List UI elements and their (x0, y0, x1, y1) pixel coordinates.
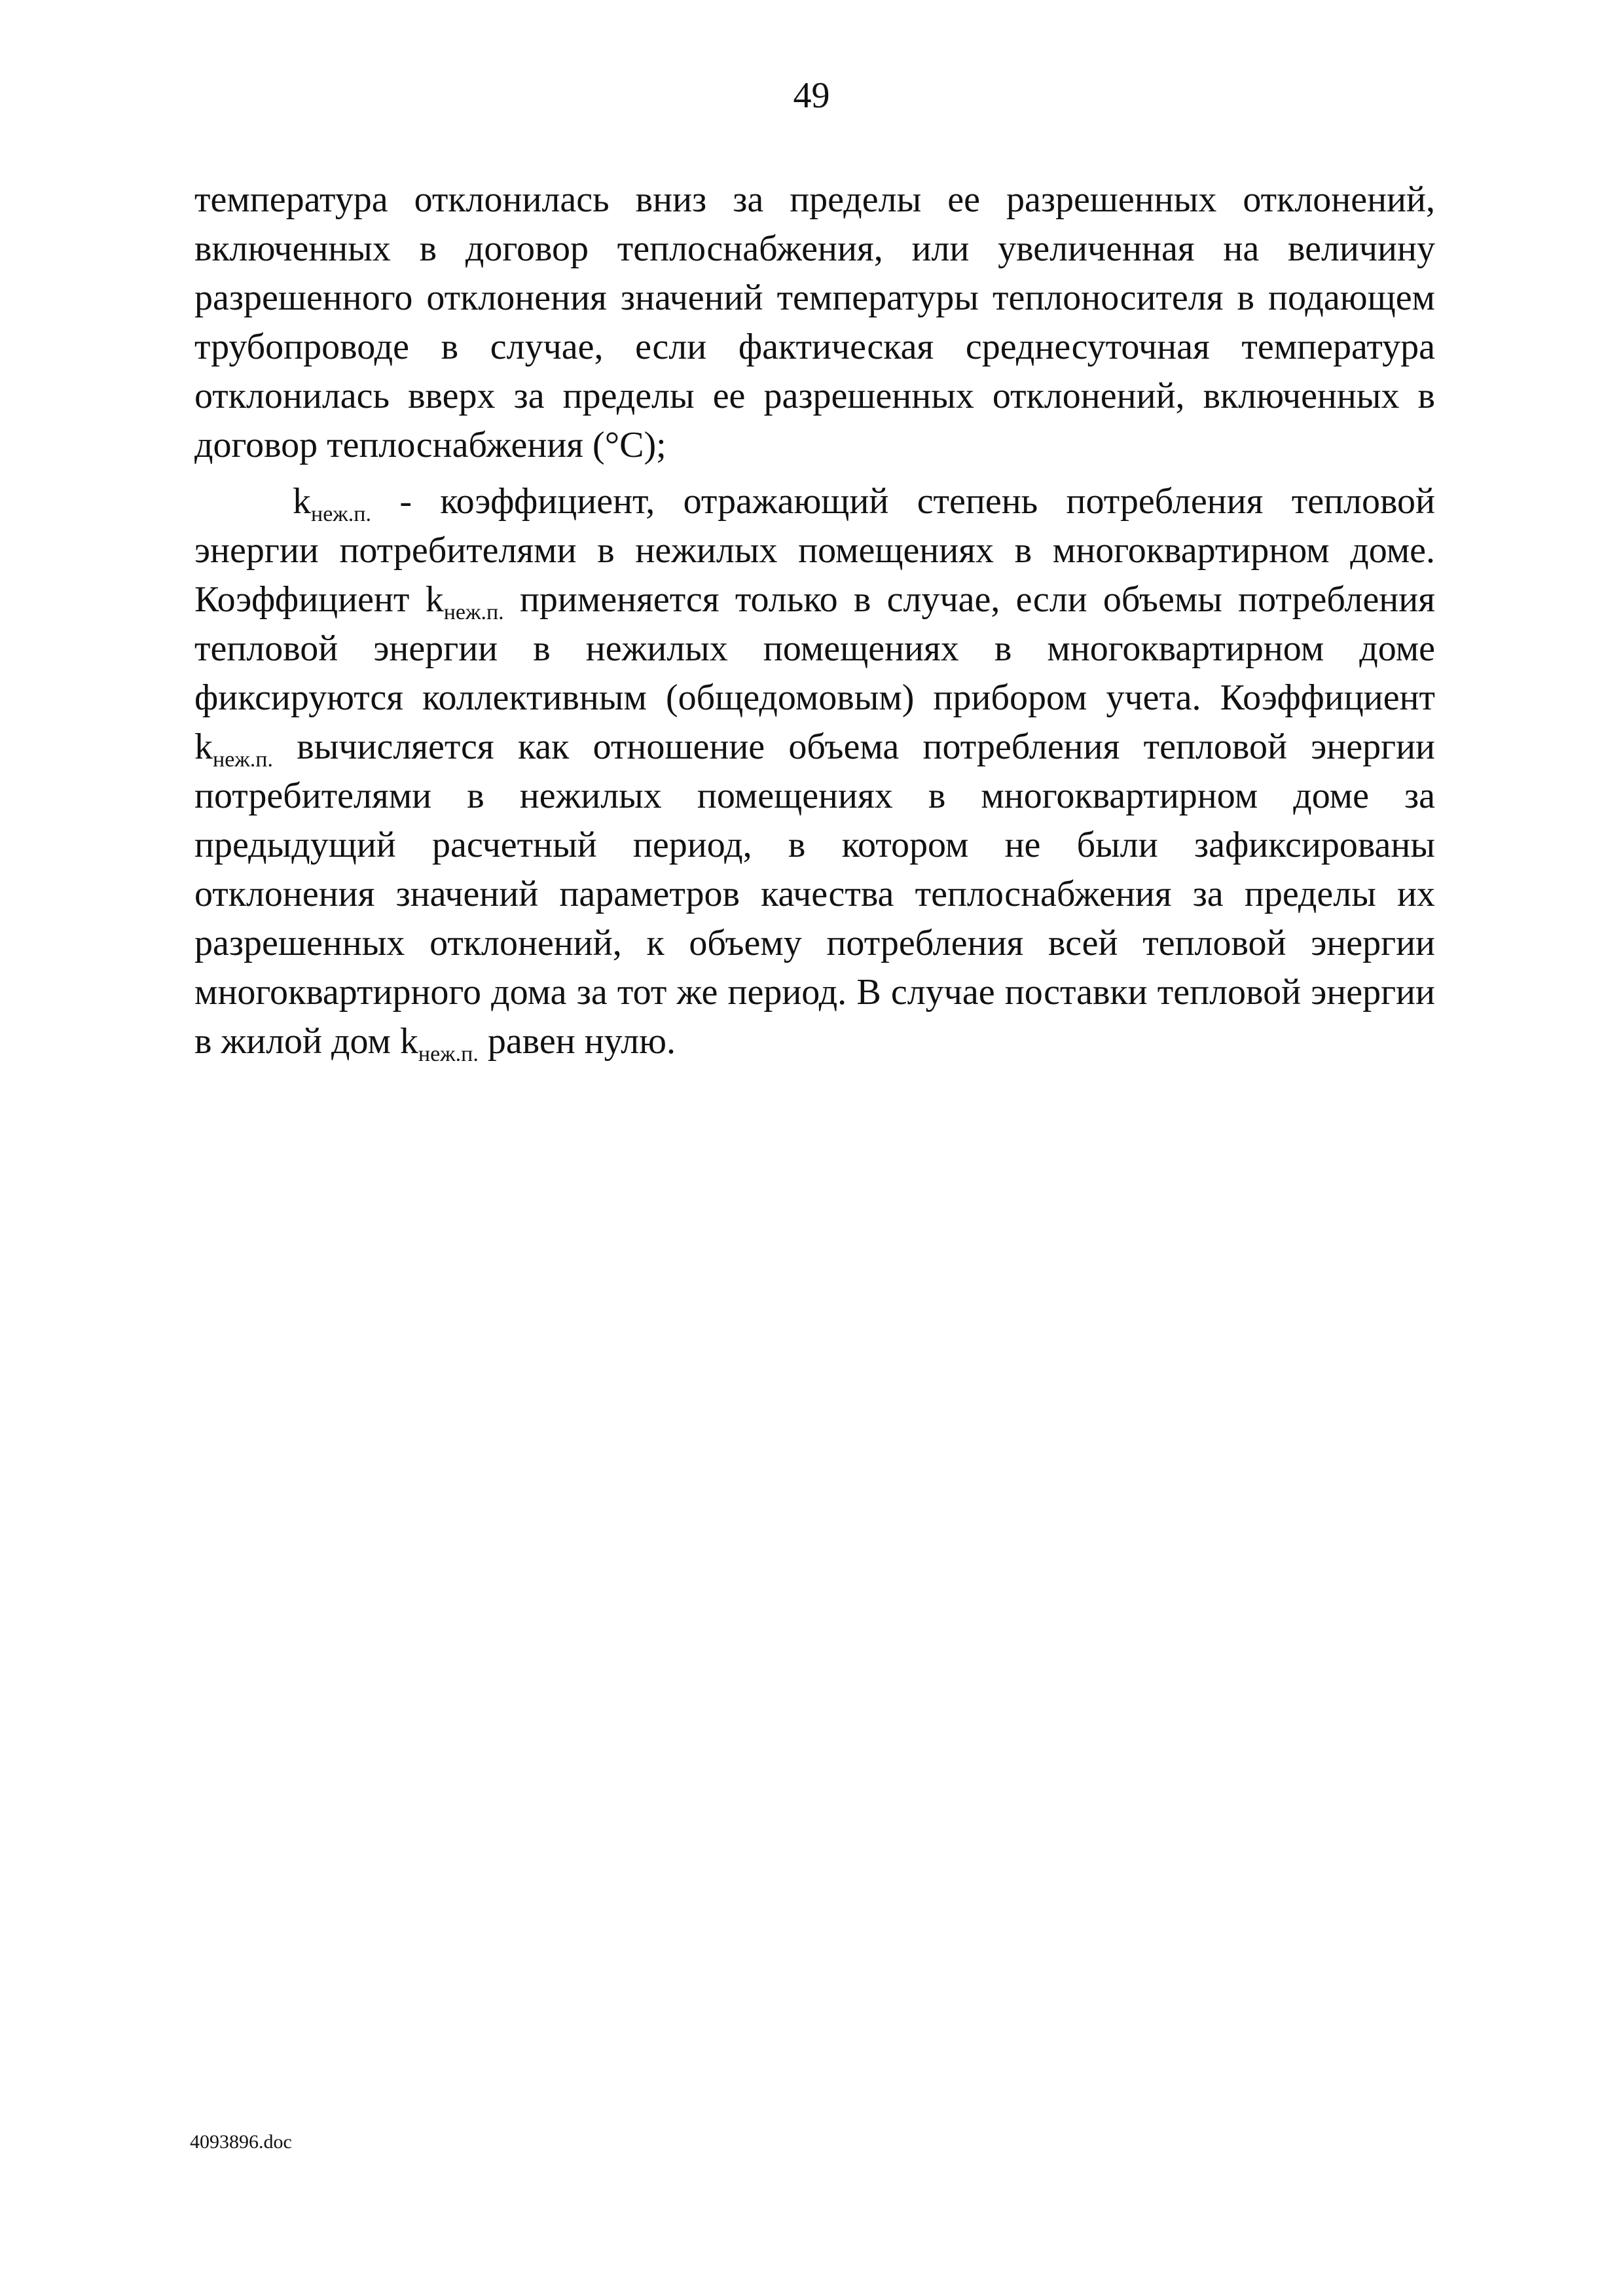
page-number: 49 (793, 75, 830, 116)
coefficient-symbol: $k_{неж.п.}$ (399, 1021, 479, 1066)
text-segment: - коэффициент, отражающий степень потребления тепловой энергии потребителями в нежилых помещениях в многоквартирном доме. Коэффициент (194, 481, 1435, 620)
body-text (194, 175, 1435, 1066)
paragraph-coefficient (194, 477, 1435, 1066)
text-segment: вычисляется как отношение объема потребления тепловой энергии потребителями в нежилых помещениях в многоквартирном доме за предыдущий расчетный период, в котором не были зафиксированы отклонения значений параметров качества теплоснабжения за пределы их разрешенных отклонений, к объему потребления всей тепловой энергии многоквартирного дома за тот же период. В случае поставки тепловой энергии в жилой дом (194, 726, 1435, 1062)
paragraph-temperature: температура отклонилась вниз за пределы ее разрешенных отклонений, включенных в договор теплоснабжения, или увеличенная на величину разрешенного отклонения значений температуры теплоносителя в подающем трубопроводе в случае, если фактическая среднесуточная температура отклонилась вверх за пределы ее разрешенных отклонений, включенных в договор теплоснабжения (°С); (194, 179, 1435, 465)
coefficient-symbol: $k_{неж.п.}$ (293, 481, 371, 526)
footer-filename: 4093896.doc (190, 2131, 292, 2153)
text-segment: применяется только в случае, если объемы потребления тепловой энергии в нежилых помещениях в многоквартирном доме фиксируются коллективным (общедомовым) прибором учета. Коэффициент (194, 579, 1435, 718)
coefficient-symbol: $k_{неж.п.}$ (425, 579, 504, 624)
text-segment: равен нулю. (478, 1021, 676, 1062)
coefficient-symbol: $k_{неж.п.}$ (194, 726, 273, 772)
